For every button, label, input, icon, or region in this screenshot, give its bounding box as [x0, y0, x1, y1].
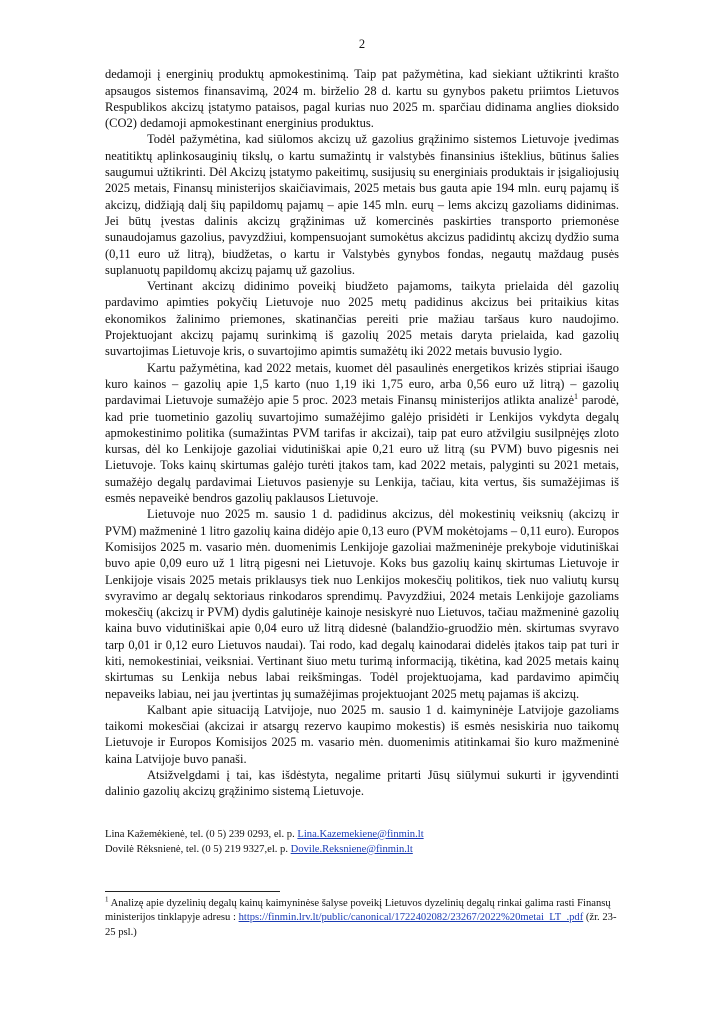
paragraph-4	[105, 360, 619, 507]
paragraph-4-text: Kartu pažymėtina, kad 2022 metais, kuomet dėl pasaulinės energetikos krizės stipriai išaugo kuro kainos – gazolių apie 1,5 karto (nuo 1,19 iki 1,75 euro, arba 0,56 euro už litrą) – gazolių pardavimai Lietuvoje sumažėjo apie 5 proc. 2023 metais Finansų ministerijos atlikta analizė	[105, 360, 619, 408]
paragraph-5: Lietuvoje nuo 2025 m. sausio 1 d. padidinus akcizus, dėl mokestinių veiksnių (akcizų ir PVM) mažmeninė 1 litro gazolių kaina didėjo apie 0,13 euro (PVM mokėtojams – 0,11 euro). Europos Komisijos 2025 m. vasario mėn. duomenimis Lenkijoje gazoliai mažmeninėje prekyboje vidutiniškai buvo apie 0,09 euro už 1 litrą pigesni nei Lietuvoje. Koks bus gazolių kainų skirtumas Lietuvoje ir Lenkijoje visais 2025 metais priklausys tiek nuo Lenkijos mokesčių politikos, tiek nuo valiutų kursų svyravimo ar degalų sektoriaus rinkodaros sprendimų. Pavyzdžiui, 2024 metais Lenkijoje gazoliams mokesčių (akcizų ir PVM) dydis galutinėje kainoje nesiskyrė nuo Lietuvos, tačiau mažmeninė gazolių kaina buvo vidutiniškai apie 0,04 euro už litrą didesnė (balandžio-gruodžio mėn. skirtumas svyravo tarp 0,01 ir 0,12 euro Lietuvos naudai). Tai rodo, kad degalų kainodarai didelės įtakos taip pat turi ir kiti, nemokestiniai, veiksniai. Vertinant šiuo metu turimą informaciją, tikėtina, kad 2025 metais kainų skirtumas su Lenkija nebus labai reikšmingas. Todėl projektuojama, kad pardavimo apimčių nepaveiks labiau, nei jau įvertintas jų sumažėjimas projektuojant 2025 metų pajamas iš akcizų.	[105, 507, 620, 701]
footnote-text: Analizę apie dyzelinių degalų kainų kaimyninėse šalyse poveikį Lietuvos dyzelinių degalų rinkai galima rasti Finansų ministerijos tinklapyje adresu :	[105, 897, 611, 924]
contact-1-email-link[interactable]: Lina.Kazemekiene@finmin.lt	[297, 828, 424, 840]
body-text	[105, 66, 619, 799]
contact-line-2	[105, 842, 619, 857]
paragraph-4-text-after: parodė, kad prie tuometinio gazolių suvartojimo sumažėjimo galėjo prisidėti ir Lenkijos vykdyta degalų apmokestinimo politika (sumažintas PVM tarifas ir akcizai), taip pat euro atžvilgiu susilpnėjęs zloto kursas, dėl ko Lenkijoje gazoliai vidutiniškai apie 0,21 euro už litrą (su PVM) buvo pigesnis nei Lietuvoje. Toks kainų skirtumas galėjo turėti įtakos tam, kad 2022 metais, palyginti su 2021 metais, sumažėjo degalų pardavimai Lietuvos pasienyje su Lenkija, tačiau, kita vertus, šis sumažėjimas iš esmės nepaveikė bendros gazolių paklausos Lietuvoje.	[105, 393, 620, 506]
footnote	[105, 897, 619, 941]
footnote-marker: 1	[105, 895, 109, 904]
paragraph-7: Atsižvelgdami į tai, kas išdėstyta, negalime pritarti Jūsų siūlymui sukurti ir įgyvendinti dalinio gazolių akcizų grąžinimo sistemą Lietuvoje.	[105, 768, 619, 799]
footnote-text-after: (žr. 23-25 psl.)	[105, 912, 617, 938]
paragraph-3: Vertinant akcizų didinimo poveikį biudžeto pajamoms, taikyta prielaida dėl gazolių pardavimo apimties pokyčių Lietuvoje nuo 2025 metų padidinus akcizus bei pritaikius kitas ekonomikos žalinimo priemones, skatinančias pereiti prie mažiau taršaus kuro naudojimo. Projektuojant akcizų pajamų surinkimą iš gazolių 2025 metais daryta prielaida, kad gazolių suvartojimas Lietuvoje kris, o suvartojimo apimtis sumažėtų iki 2022 metais buvusio lygio.	[105, 279, 619, 359]
footnote-separator	[105, 891, 280, 892]
contact-1-text: Lina Kažemėkienė, tel. (0 5) 239 0293, el. p.	[105, 828, 298, 840]
contacts-block	[105, 827, 619, 857]
footnote-link[interactable]: https://finmin.lrv.lt/public/canonical/1722402082/23267/2022%20metai_LT_.pdf	[238, 912, 584, 924]
contact-2-text: Dovilė Rėksnienė, tel. (0 5) 219 9327,el. p.	[105, 843, 291, 855]
paragraph-2: Todėl pažymėtina, kad siūlomos akcizų už gazolius grąžinimo sistemos Lietuvoje įvedimas neatitiktų aplinkosauginių tikslų, o kartu sumažintų ir valstybės finansinius išteklius, būtinus šalies saugumui užtikrinti. Dėl Akcizų įstatymo pakeitimų, susijusių su energiniais produktais ir įsigaliojusių 2025 metais, Finansų ministerijos skaičiavimais, 2025 metais bus gauta apie 194 mln. eurų pajamų iš akcizų, didžiąją dalį šių papildomų pajamų – apie 145 mln. eurų – lems akcizų gazoliams didinimas. Jei būtų įvestas dalinis akcizų grąžinimas už komercinės paskirties transporto priemonėse sunaudojamus gazolius, pavyzdžiui, kompensuojant sumokėtus akcizus padidintų akcizų dydžio suma (0,11 euro už litrą), biudžetas, o kartu ir Valstybės gynybos fondas, negautų maždaug pusės suplanuotų papildomų akcizų pajamų už gazolius.	[105, 132, 619, 277]
paragraph-1: dedamoji į energinių produktų apmokestinimą. Taip pat pažymėtina, kad siekiant užtikrinti krašto apsaugos sistemos finansavimą, 2024 m. birželio 28 d. kartu su gynybos paketu priimtos Lietuvos Respublikos akcizų įstatymo pataisos, pagal kurias nuo 2025 m. sparčiau didinama anglies dioksido (CO2) dedamoji apmokestinant energinius produktus.	[105, 67, 619, 131]
contact-2-email-link[interactable]: Dovile.Reksniene@finmin.lt	[290, 843, 413, 855]
page-number: 2	[358, 37, 366, 51]
footnote-reference[interactable]: 1	[574, 392, 579, 402]
paragraph-6: Kalbant apie situaciją Latvijoje, nuo 2025 m. sausio 1 d. kaimyninėje Latvijoje gazoliams taikomi mokesčiai (akcizai ir atsargų rezervo kaupimo mokestis) iš esmės nesiskiria nuo taikomų Lietuvoje ir Europos Komisijos 2025 m. vasario mėn. duomenimis atitinkamai šio kuro mažmeninė kaina Latvijoje buvo panaši.	[105, 702, 619, 766]
contact-line-1	[105, 827, 619, 842]
